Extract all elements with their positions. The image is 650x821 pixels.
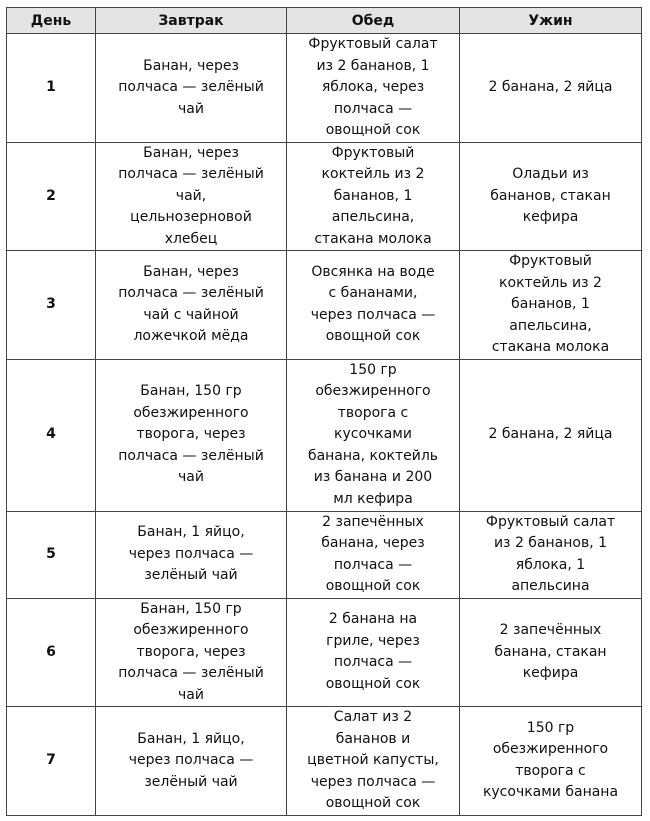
lunch-cell: Салат из 2 бананов и цветной капусты, через полчаса — овощной сок <box>287 707 460 816</box>
dinner-cell: 2 банана, 2 яйца <box>460 359 642 511</box>
dinner-cell: Фруктовый салат из 2 бананов, 1 яблока, 1 апельсина <box>460 511 642 598</box>
breakfast-cell: Банан, 150 гр обезжиренного творога, через полчаса — зелёный чай <box>96 359 287 511</box>
breakfast-cell: Банан, через полчаса — зелёный чай, цельнозерновой хлебец <box>96 142 287 251</box>
day-cell: 1 <box>7 34 96 143</box>
table-header <box>7 8 642 34</box>
day-cell: 3 <box>7 251 96 360</box>
table-row <box>7 707 642 816</box>
lunch-cell: 2 запечённых банана, через полчаса — овощной сок <box>287 511 460 598</box>
dinner-cell: 2 запечённых банана, стакан кефира <box>460 598 642 707</box>
table-row <box>7 511 642 598</box>
day-cell: 5 <box>7 511 96 598</box>
header-lunch: Обед <box>287 8 460 34</box>
breakfast-cell: Банан, через полчаса — зелёный чай с чайной ложечкой мёда <box>96 251 287 360</box>
table-row <box>7 598 642 707</box>
header-row <box>7 8 642 34</box>
lunch-cell: Фруктовый коктейль из 2 бананов, 1 апельсина, стакана молока <box>287 142 460 251</box>
dinner-cell: Фруктовый коктейль из 2 бананов, 1 апельсина, стакана молока <box>460 251 642 360</box>
header-breakfast: Завтрак <box>96 8 287 34</box>
day-cell: 4 <box>7 359 96 511</box>
lunch-cell: Овсянка на воде с бананами, через полчаса — овощной сок <box>287 251 460 360</box>
lunch-cell: Фруктовый салат из 2 бананов, 1 яблока, через полчаса — овощной сок <box>287 34 460 143</box>
breakfast-cell: Банан, через полчаса — зелёный чай <box>96 34 287 143</box>
header-day: День <box>7 8 96 34</box>
day-cell: 7 <box>7 707 96 816</box>
day-cell: 2 <box>7 142 96 251</box>
dinner-cell: 150 гр обезжиренного творога с кусочками банана <box>460 707 642 816</box>
meal-plan-table <box>6 7 642 816</box>
table-body <box>7 34 642 816</box>
lunch-cell: 150 гр обезжиренного творога с кусочками банана, коктейль из банана и 200 мл кефира <box>287 359 460 511</box>
table-row <box>7 34 642 143</box>
lunch-cell: 2 банана на гриле, через полчаса — овощной сок <box>287 598 460 707</box>
breakfast-cell: Банан, 1 яйцо, через полчаса — зелёный чай <box>96 707 287 816</box>
header-dinner: Ужин <box>460 8 642 34</box>
breakfast-cell: Банан, 1 яйцо, через полчаса — зелёный чай <box>96 511 287 598</box>
dinner-cell: 2 банана, 2 яйца <box>460 34 642 143</box>
day-cell: 6 <box>7 598 96 707</box>
breakfast-cell: Банан, 150 гр обезжиренного творога, через полчаса — зелёный чай <box>96 598 287 707</box>
table-row <box>7 359 642 511</box>
table-row <box>7 251 642 360</box>
table-row <box>7 142 642 251</box>
dinner-cell: Оладьи из бананов, стакан кефира <box>460 142 642 251</box>
